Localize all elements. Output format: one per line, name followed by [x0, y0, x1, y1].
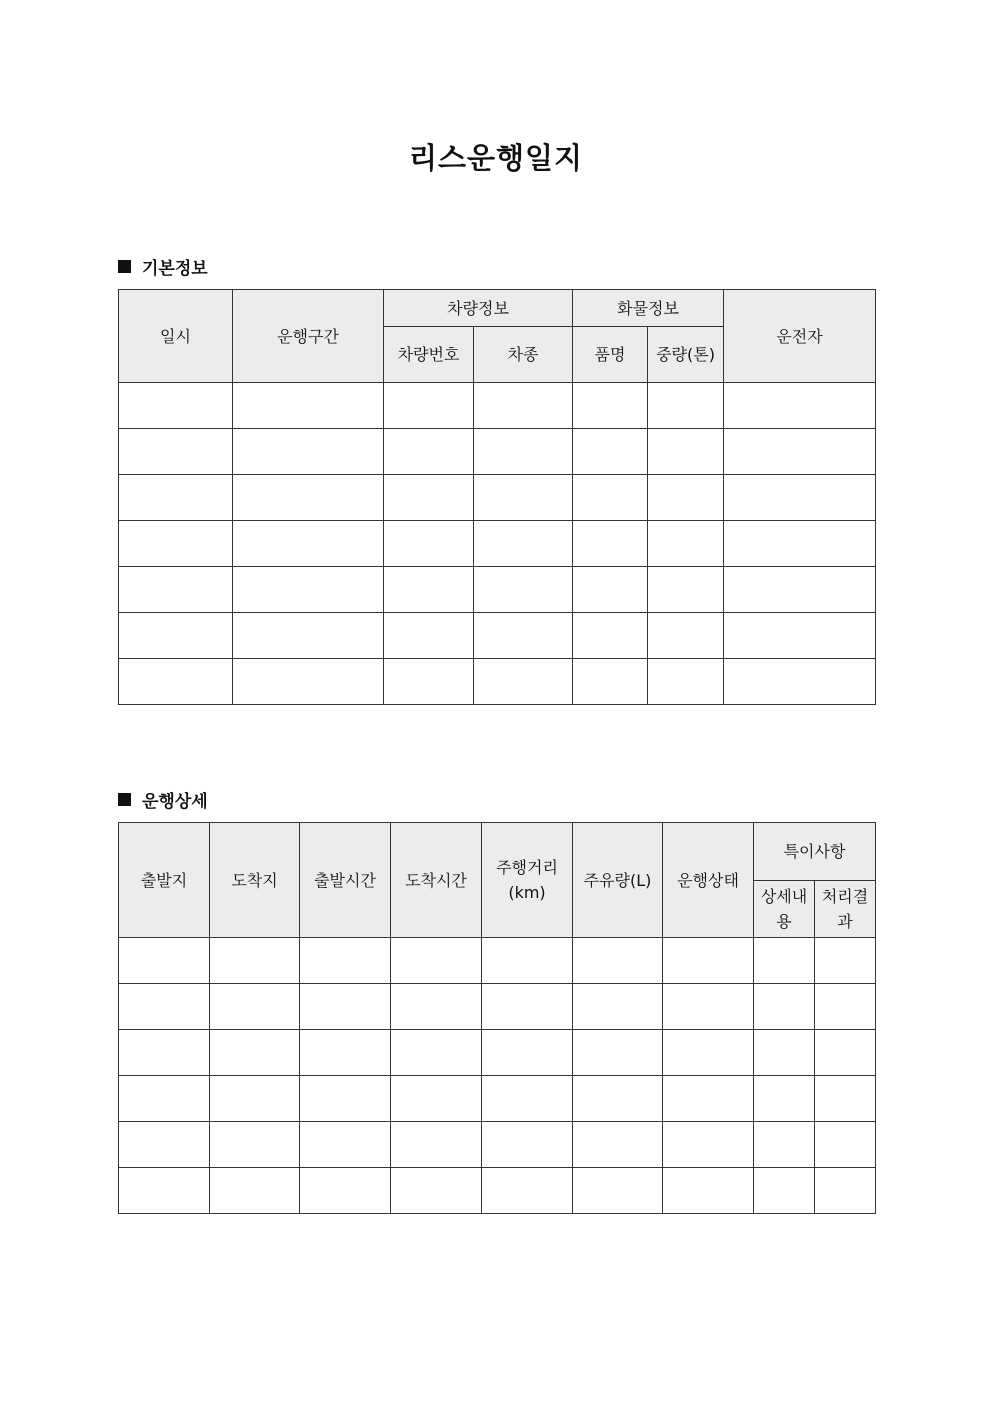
table-row: [119, 1030, 876, 1076]
table-cell[interactable]: [754, 984, 815, 1030]
table-cell[interactable]: [724, 567, 876, 613]
table-cell[interactable]: [119, 1076, 210, 1122]
table-cell[interactable]: [391, 1168, 482, 1214]
table-cell[interactable]: [573, 659, 648, 705]
table-cell[interactable]: [474, 383, 573, 429]
table-cell[interactable]: [119, 613, 233, 659]
header-arrival: 도착지: [210, 823, 300, 938]
table-cell[interactable]: [573, 383, 648, 429]
header-distance: 주행거리(km): [482, 823, 573, 938]
table-cell[interactable]: [119, 383, 233, 429]
table-cell[interactable]: [391, 938, 482, 984]
table-cell[interactable]: [474, 567, 573, 613]
table-cell[interactable]: [663, 1076, 754, 1122]
table-cell[interactable]: [384, 521, 474, 567]
table-cell[interactable]: [573, 1122, 663, 1168]
table-cell[interactable]: [815, 1122, 876, 1168]
table-cell[interactable]: [815, 1168, 876, 1214]
table-cell[interactable]: [482, 1122, 573, 1168]
table-cell[interactable]: [724, 475, 876, 521]
table-cell[interactable]: [573, 521, 648, 567]
table-cell[interactable]: [754, 1122, 815, 1168]
table-row: [119, 613, 876, 659]
table-cell[interactable]: [119, 429, 233, 475]
table-row: [119, 521, 876, 567]
header-depart-time: 출발시간: [300, 823, 391, 938]
table-cell[interactable]: [119, 1030, 210, 1076]
table-cell[interactable]: [648, 567, 724, 613]
header-item-name: 품명: [573, 327, 648, 383]
header-notes-result: 처리결과: [815, 881, 876, 938]
header-notes-group: 특이사항: [754, 823, 876, 881]
table-cell[interactable]: [210, 984, 300, 1030]
header-vehicle-group: 차량정보: [384, 290, 573, 327]
header-cargo-group: 화물정보: [573, 290, 724, 327]
table-row: [119, 1122, 876, 1168]
table-cell[interactable]: [210, 1076, 300, 1122]
table-cell[interactable]: [233, 429, 384, 475]
table-cell[interactable]: [724, 659, 876, 705]
table-cell[interactable]: [573, 1030, 663, 1076]
table-cell[interactable]: [119, 659, 233, 705]
header-arrive-time: 도착시간: [391, 823, 482, 938]
square-bullet-icon: [118, 260, 131, 273]
table-cell[interactable]: [815, 1076, 876, 1122]
drive-detail-table: [118, 822, 876, 1214]
table-cell[interactable]: [119, 1168, 210, 1214]
table-cell[interactable]: [648, 475, 724, 521]
table-cell[interactable]: [573, 567, 648, 613]
table-cell[interactable]: [300, 1122, 391, 1168]
table-cell[interactable]: [482, 984, 573, 1030]
table-row: [119, 475, 876, 521]
basic-info-table: [118, 289, 876, 705]
table-cell[interactable]: [119, 567, 233, 613]
table-cell[interactable]: [300, 1076, 391, 1122]
table-cell[interactable]: [724, 429, 876, 475]
table-cell[interactable]: [474, 475, 573, 521]
page-title: 리스운행일지: [408, 141, 584, 175]
table-cell[interactable]: [573, 613, 648, 659]
table-cell[interactable]: [663, 1168, 754, 1214]
table-cell[interactable]: [384, 475, 474, 521]
table-cell[interactable]: [573, 938, 663, 984]
table-cell[interactable]: [573, 1076, 663, 1122]
section-heading-basic-label: 기본정보: [142, 259, 208, 279]
table-row: [119, 938, 876, 984]
section-heading-detail-label: 운행상세: [142, 792, 208, 812]
table-cell[interactable]: [648, 521, 724, 567]
header-vehicle-type: 차종: [474, 327, 573, 383]
table-row: [119, 567, 876, 613]
header-vehicle-no: 차량번호: [384, 327, 474, 383]
table-cell[interactable]: [233, 521, 384, 567]
header-date: 일시: [119, 290, 233, 383]
header-status: 운행상태: [663, 823, 754, 938]
table-cell[interactable]: [573, 984, 663, 1030]
header-departure: 출발지: [119, 823, 210, 938]
table-cell[interactable]: [233, 659, 384, 705]
table-cell[interactable]: [210, 1122, 300, 1168]
table-cell[interactable]: [300, 1030, 391, 1076]
table-cell[interactable]: [573, 1168, 663, 1214]
table-row: [119, 1076, 876, 1122]
table-cell[interactable]: [300, 938, 391, 984]
header-notes-detail: 상세내용: [754, 881, 815, 938]
table-cell[interactable]: [210, 1168, 300, 1214]
table-cell[interactable]: [474, 521, 573, 567]
table-cell[interactable]: [384, 383, 474, 429]
table-cell[interactable]: [573, 475, 648, 521]
table-cell[interactable]: [482, 938, 573, 984]
table-cell[interactable]: [474, 659, 573, 705]
table-cell[interactable]: [724, 383, 876, 429]
table-cell[interactable]: [648, 659, 724, 705]
table-cell[interactable]: [233, 567, 384, 613]
table-row: [119, 383, 876, 429]
table-cell[interactable]: [391, 1030, 482, 1076]
table-cell[interactable]: [233, 383, 384, 429]
table-cell[interactable]: [482, 1030, 573, 1076]
header-weight: 중량(톤): [648, 327, 724, 383]
table-cell[interactable]: [384, 613, 474, 659]
table-cell[interactable]: [573, 429, 648, 475]
table-cell[interactable]: [474, 613, 573, 659]
table-cell[interactable]: [482, 1076, 573, 1122]
header-fuel: 주유량(L): [573, 823, 663, 938]
table-cell[interactable]: [663, 1030, 754, 1076]
table-cell[interactable]: [119, 984, 210, 1030]
table-cell[interactable]: [724, 613, 876, 659]
table-cell[interactable]: [754, 1076, 815, 1122]
table-cell[interactable]: [384, 429, 474, 475]
table-cell[interactable]: [300, 984, 391, 1030]
table-cell[interactable]: [724, 521, 876, 567]
table-cell[interactable]: [663, 938, 754, 984]
table-cell[interactable]: [233, 475, 384, 521]
section-heading-detail: [118, 787, 208, 812]
table-cell[interactable]: [648, 613, 724, 659]
table-cell[interactable]: [119, 938, 210, 984]
table-cell[interactable]: [815, 984, 876, 1030]
table-cell[interactable]: [815, 1030, 876, 1076]
section-heading-basic: [118, 254, 208, 279]
table-cell[interactable]: [815, 938, 876, 984]
table-cell[interactable]: [300, 1168, 391, 1214]
table-row: [119, 1168, 876, 1214]
table-cell[interactable]: [482, 1168, 573, 1214]
table-cell[interactable]: [119, 1122, 210, 1168]
table-cell[interactable]: [210, 1030, 300, 1076]
table-cell[interactable]: [754, 1168, 815, 1214]
table-cell[interactable]: [391, 984, 482, 1030]
table-cell[interactable]: [663, 984, 754, 1030]
header-route: 운행구간: [233, 290, 384, 383]
square-bullet-icon: [118, 793, 131, 806]
table-cell[interactable]: [474, 429, 573, 475]
table-cell[interactable]: [648, 429, 724, 475]
table-row: [119, 429, 876, 475]
table-row: [119, 659, 876, 705]
table-cell[interactable]: [233, 613, 384, 659]
table-cell[interactable]: [119, 521, 233, 567]
table-cell[interactable]: [384, 659, 474, 705]
table-cell[interactable]: [648, 383, 724, 429]
table-cell[interactable]: [754, 1030, 815, 1076]
table-cell[interactable]: [210, 938, 300, 984]
table-cell[interactable]: [391, 1076, 482, 1122]
table-cell[interactable]: [119, 475, 233, 521]
table-cell[interactable]: [754, 938, 815, 984]
table-cell[interactable]: [391, 1122, 482, 1168]
header-driver: 운전자: [724, 290, 876, 383]
table-cell[interactable]: [384, 567, 474, 613]
table-cell[interactable]: [663, 1122, 754, 1168]
table-row: [119, 984, 876, 1030]
